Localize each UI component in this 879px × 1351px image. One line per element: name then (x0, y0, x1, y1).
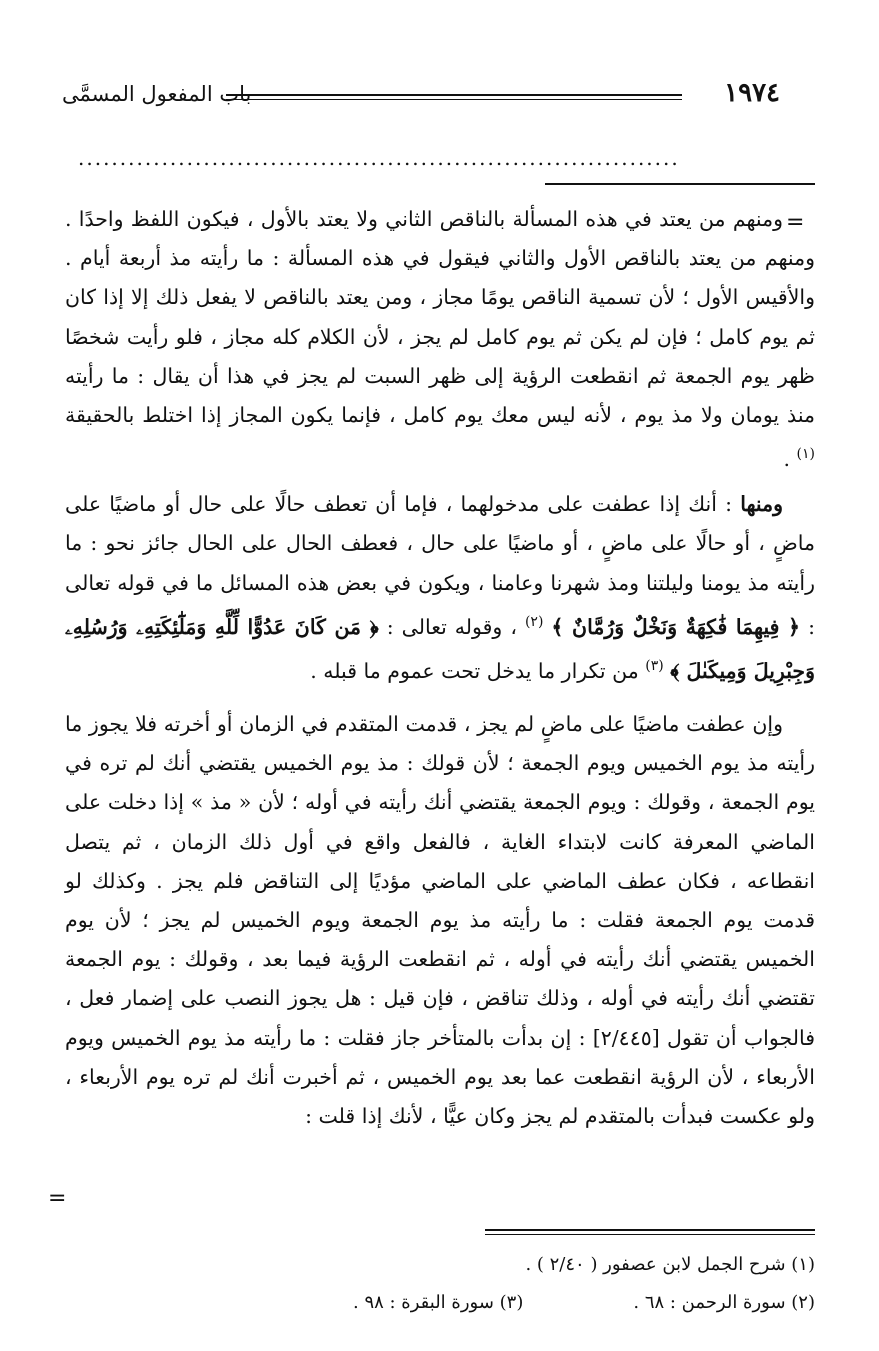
lead-word: ومنها (740, 492, 783, 517)
footnote-row (65, 1284, 815, 1322)
main-text (65, 200, 815, 1136)
section-rule (545, 183, 815, 185)
page-number: ١٩٧٤ (724, 78, 780, 108)
continuation-mark-bottom: = (48, 1186, 67, 1211)
footnotes (65, 1246, 815, 1322)
footnote-ref-1: (١) (796, 446, 815, 463)
dotted-separator: ........................................................................ (78, 146, 680, 170)
footnote-3: (٣) سورة البقرة : ٩٨ . (352, 1292, 524, 1313)
chapter-title: باب المفعول المسمَّى (62, 82, 252, 106)
footnote-1: (١) شرح الجمل لابن عصفور ( ٢/٤٠ ) . (525, 1254, 815, 1275)
footnote-ref-3: (٣) (645, 657, 664, 674)
footnote-rule (485, 1229, 815, 1235)
paragraph-1: ومنهم من يعتد في هذه المسألة بالناقص الثاني ولا يعتد بالأول ، فيكون اللفظ واحدًا . ومنهم من يعتد بالناقص الأول والثاني فيقول في هذه المسألة : ما رأيته مذ أربعة أيام . والأقيس الأول ؛ لأن تسمية الناقص يومًا مجاز ، ومن يعتد بالناقص لا يفعل ذلك إلا إذا كان ثم يوم كامل ؛ فإن لم يكن ثم يوم كامل لم يجز ، لأن الكلام كله مجاز ، فلو رأيت شخصًا ظهر يوم الجمعة ثم انقطعت الرؤية إلى ظهر السبت لم يجز في هذا أن يقال : ما رأيته منذ يومان ولا مذ يوم ، لأنه ليس معك يوم كامل ، فإنما يكون المجاز إذا اختلط بالحقيقة $^{(١)}$ . (65, 207, 815, 472)
footnote-2: (٢) سورة الرحمن : ٦٨ . (633, 1292, 815, 1313)
quran-quote-1: ﴿ فِيهِمَا فَٰكِهَةٌ وَنَخْلٌ وَرُمَّانٌ ﴾ (551, 614, 801, 639)
page-header (62, 78, 780, 112)
footnote-ref-2: (٢) (524, 613, 544, 630)
continuation-mark-top: = (786, 210, 805, 235)
quran-quote-2: ﴿ مَن كَانَ عَدُوًّا لِّلَّهِ وَمَلَٰٓئِكَتِهِۦ وَرُسُلِهِۦ وَجِبْرِيلَ وَمِيكَىٰلَ ﴾ (65, 614, 815, 683)
paragraph-3: وإن عطفت ماضيًا على ماضٍ لم يجز ، قدمت المتقدم في الزمان أو أخرته فلا يجوز ما رأيته مذ يوم الخميس ويوم الجمعة ؛ لأن قولك : مذ يوم الخميس يقتضي أنك لم تره في يوم الجمعة ، وقولك : ويوم الجمعة يقتضي أنك رأيته في أوله ؛ لأن « مذ » إذا دخلت على الماضي المعرفة كانت لابتداء الغاية ، فالفعل واقع في أول ذلك الزمان ، ثم يتصل انقطاعه ، فكان عطف الماضي على الماضي مؤديًا إلى التناقض فلم يجز . وكذلك لو قدمت يوم الجمعة فقلت : ما رأيته مذ يوم الجمعة ويوم الخميس لم يجز ؛ لأن يوم الخميس يقتضي أنك رأيته في أوله ، ثم انقطعت الرؤية فيما بعد ، وقولك : يوم الجمعة تقتضي أنك رأيته في أوله ، وذلك تناقض ، فإن قيل : هل يجوز النصب على إضمار فعل ، فالجواب أن تقول [٢/٤٤٥] : إن بدأت بالمتأخر جاز فقلت : ما رأيته مذ يوم الخميس ويوم الأربعاء ، لأن الرؤية انقطعت عما بعد يوم الخميس ، ثم أخبرت أنك لم تره يوم الأربعاء ، ولو عكست فبدأت بالمتقدم لم يجز وكان عيًّا ، لأنك إذا قلت : (65, 711, 815, 1128)
paragraph-2: ومنها : أنك إذا عطفت على مدخولهما ، فإما أن تعطف حالًا على حال أو ماضيًا على ماضٍ ، أو حالًا على ماضٍ ، أو ماضيًا على حال ، فعطف الحال على الحال جائز نحو : ما رأيته مذ يومنا وليلتنا ومذ شهرنا وعامنا ، ويكون في بعض هذه المسائل ما في قوله تعالى : ﴿ فِيهِمَا فَٰكِهَةٌ وَنَخْلٌ وَرُمَّانٌ ﴾ $^{(٢)}$ ، وقوله تعالى : ﴿ مَن كَانَ عَدُوًّا لِّلَّهِ وَمَلَٰٓئِكَتِهِۦ وَرُسُلِهِۦ وَجِبْرِيلَ وَمِيكَىٰلَ ﴾ $^{(٣)}$ من تكرار ما يدخل تحت عموم ما قبله . (65, 492, 815, 683)
header-rule (226, 94, 682, 100)
